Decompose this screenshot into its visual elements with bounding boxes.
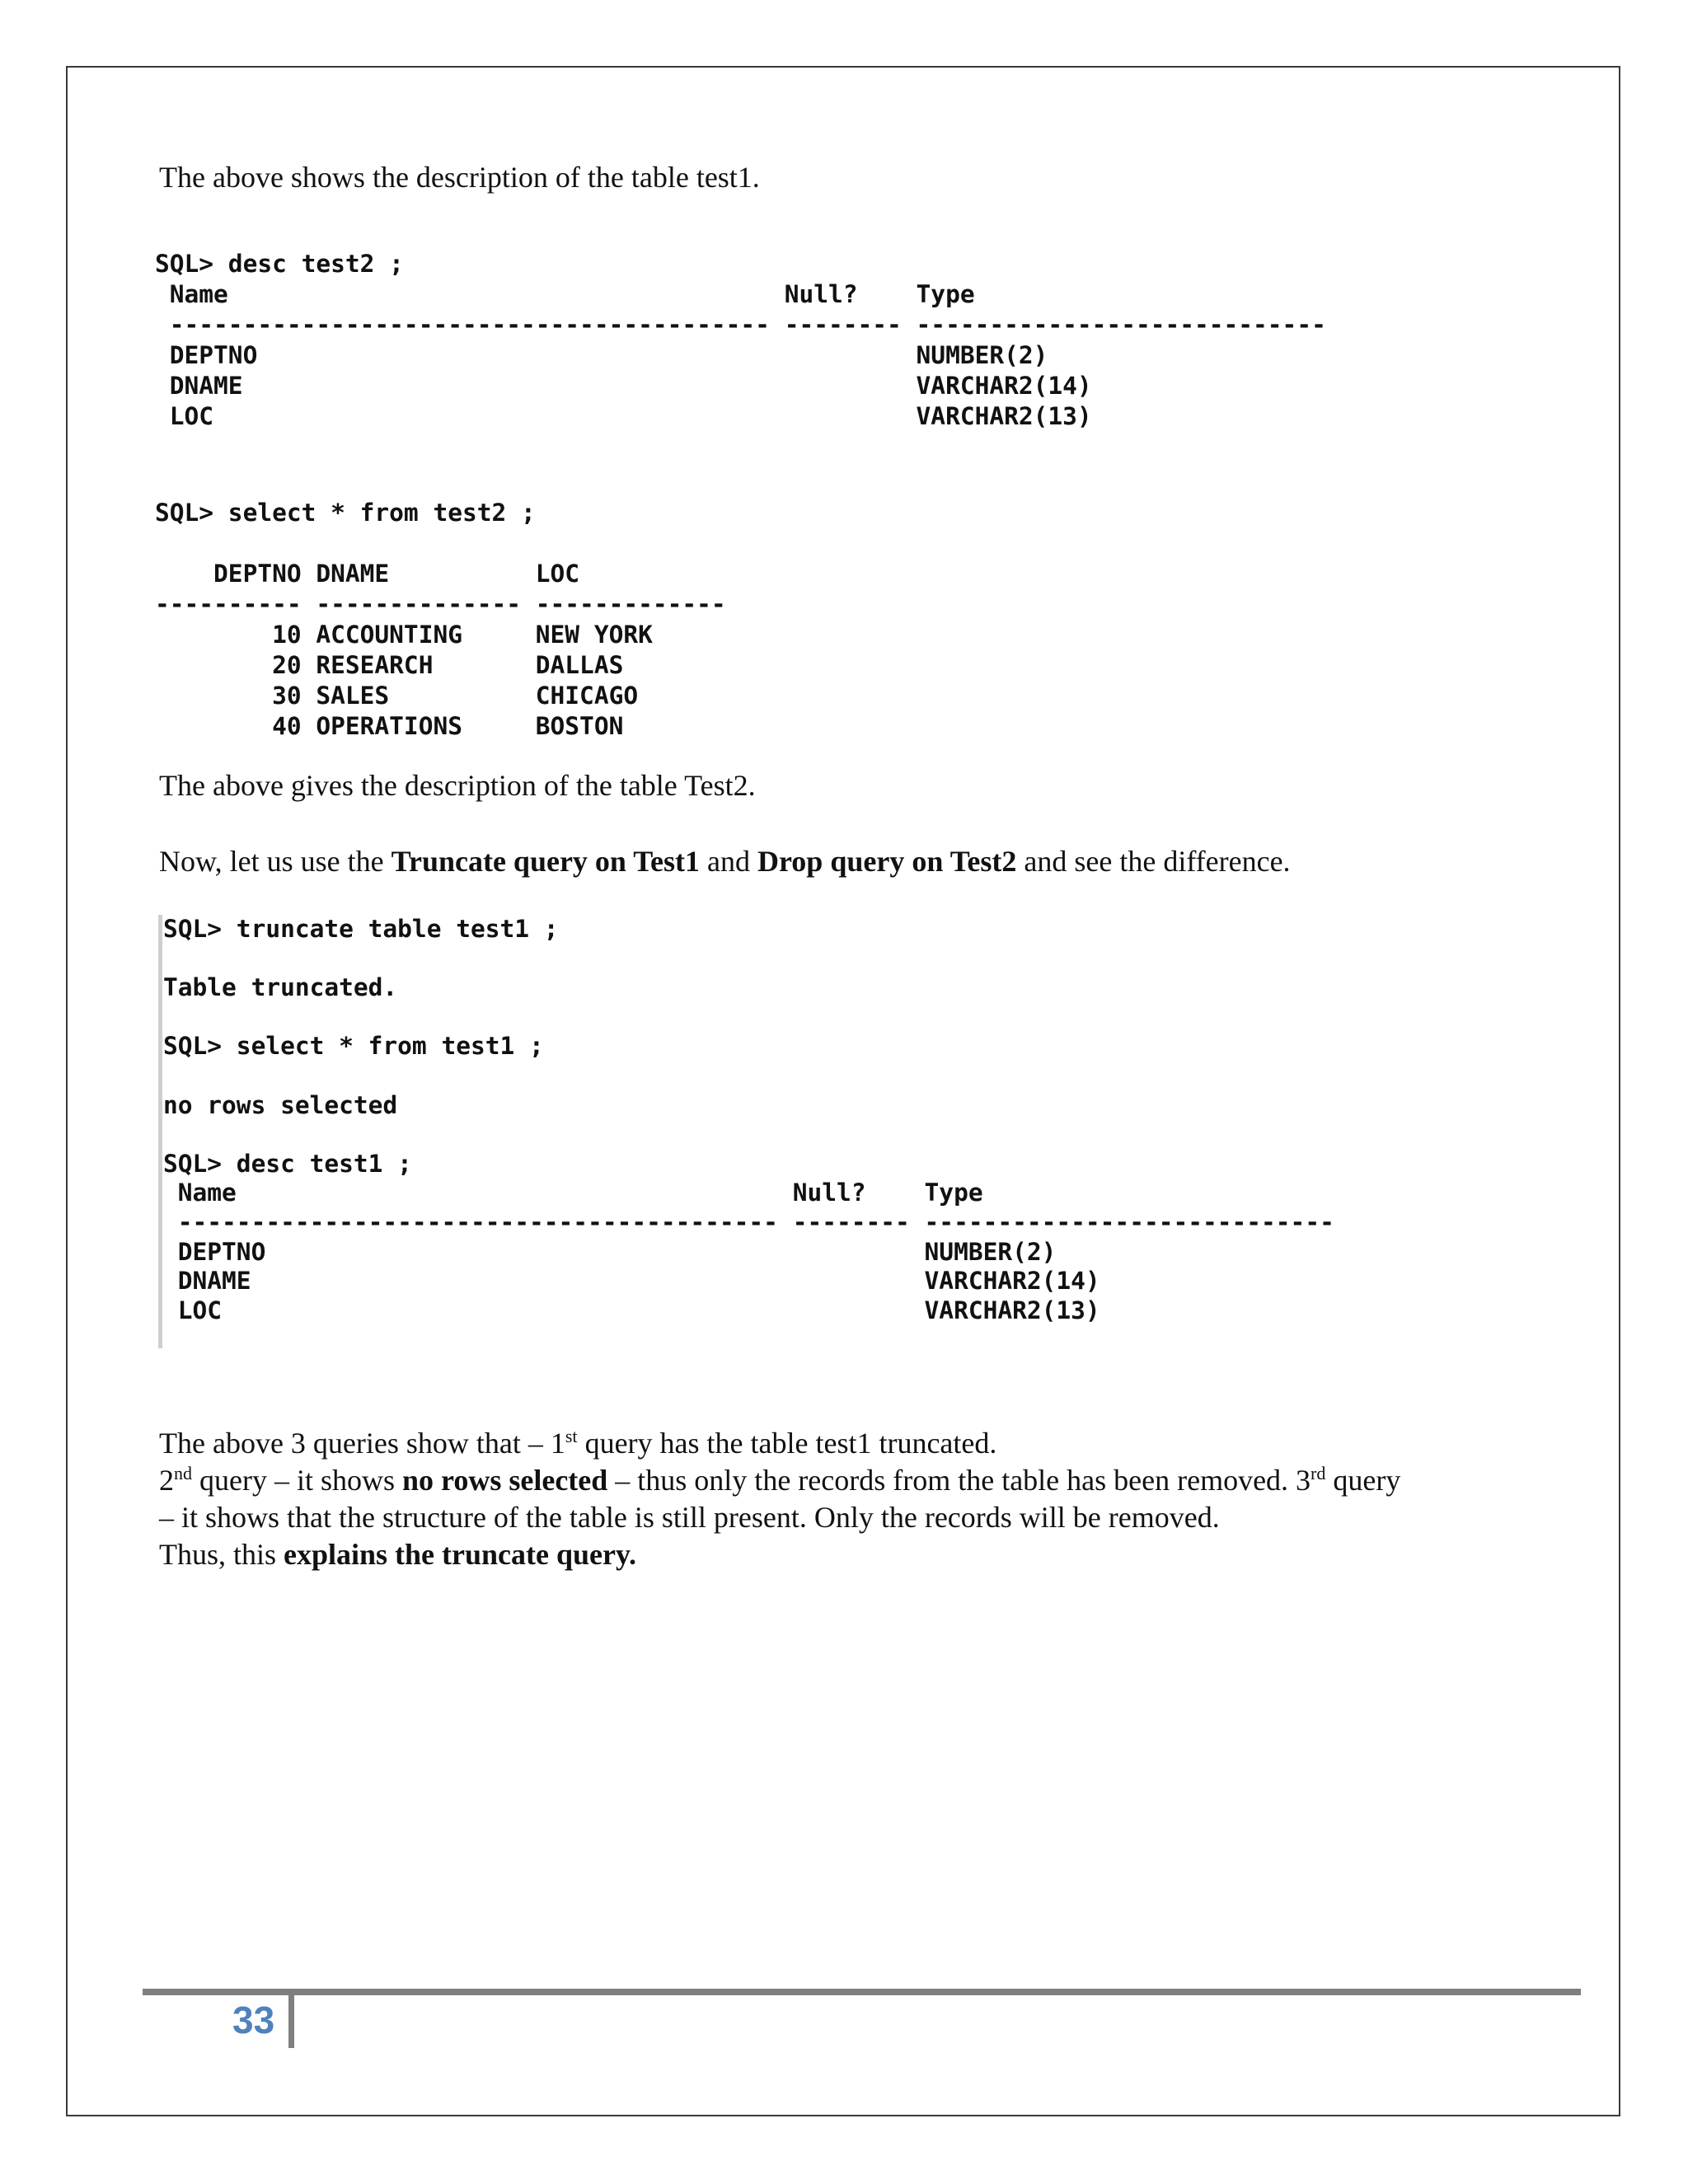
sql-desc-test2-output: SQL> desc test2 ; Name Null? Type ----------------------------------------- -------- ---------------------------- DEPTNO NUMBER(2) DNAME VARCHAR2(14) LOC VARCHAR2(13) xyxy=(155,250,1326,430)
paragraph-test2-description: The above gives the description of the table Test2. xyxy=(159,769,756,802)
sql-truncate-session-output: SQL> truncate table test1 ; Table truncated. SQL> select * from test1 ; no rows selected SQL> desc test1 ; Name Null? Type ----------------------------------------- -------- ---------------------------- DEPTNO NUMBER(2) DNAME VARCHAR2(14) LOC VARCHAR2(13) xyxy=(163,915,1334,1324)
paragraph-test1-description: The above shows the description of the table test1. xyxy=(159,161,760,194)
footer-rule xyxy=(143,1989,1581,1995)
paragraph-conclusion-line-3: – it shows that the structure of the table is still present. Only the records will be removed. xyxy=(159,1501,1220,1534)
code-block-left-bar xyxy=(158,915,162,1348)
footer-divider xyxy=(288,1989,294,2048)
paragraph-conclusion-line-1: The above 3 queries show that – 1st query has the table test1 truncated. xyxy=(159,1426,997,1460)
paragraph-conclusion-line-2: 2nd query – it shows no rows selected – thus only the records from the table has been removed. 3rd query xyxy=(159,1463,1401,1497)
page-number: 33 xyxy=(232,1999,275,2041)
sql-select-test2-output: SQL> select * from test2 ; DEPTNO DNAME LOC ---------- -------------- ------------- 10 ACCOUNTING NEW YORK 20 RESEARCH DALLAS 30 SALES CHICAGO 40 OPERATIONS BOSTON xyxy=(155,499,726,740)
paragraph-conclusion-line-4: Thus, this explains the truncate query. xyxy=(159,1538,637,1571)
paragraph-truncate-vs-drop: Now, let us use the Truncate query on Test1 and Drop query on Test2 and see the difference. xyxy=(159,845,1291,878)
